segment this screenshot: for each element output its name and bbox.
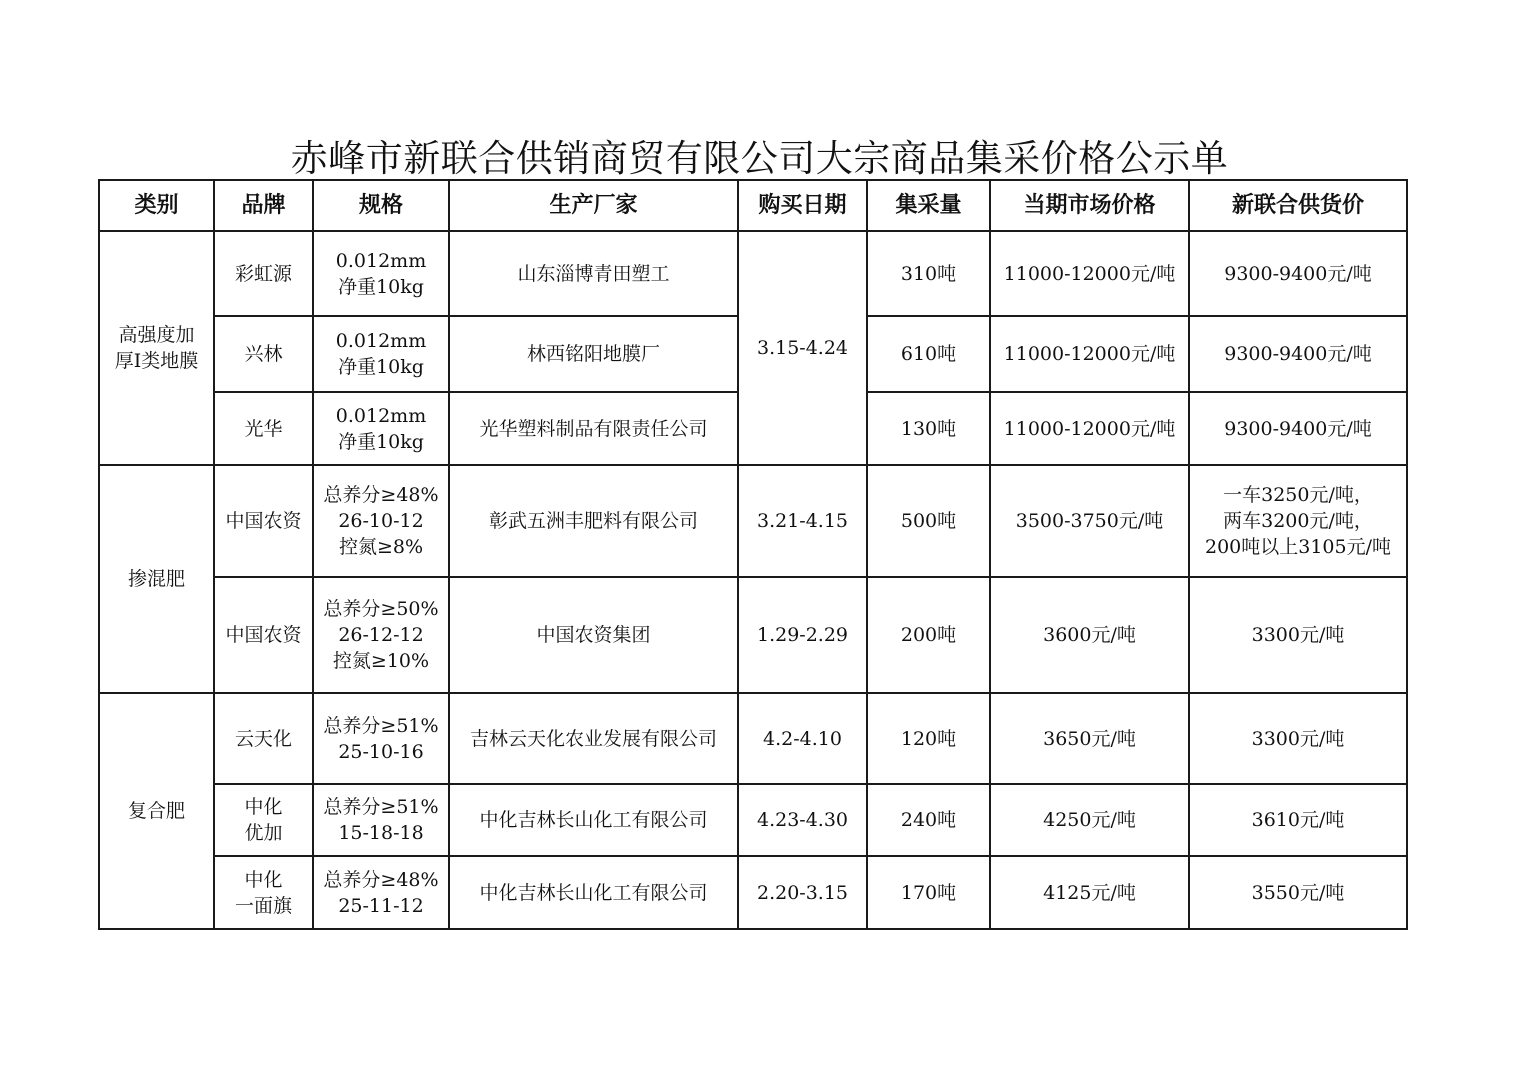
- supply-price-cell: 9300-9400元/吨: [1189, 231, 1407, 316]
- category-cell: 掺混肥: [99, 465, 214, 693]
- date-cell: 2.20-3.15: [738, 856, 867, 929]
- spec-cell: 总养分≥48% 25-11-12: [313, 856, 449, 929]
- table-row: [99, 784, 1407, 856]
- market-price-cell: 4250元/吨: [990, 784, 1189, 856]
- spec-cell: 总养分≥48% 26-10-12 控氮≥8%: [313, 465, 449, 577]
- quantity-cell: 200吨: [867, 577, 990, 693]
- maker-cell: 中化吉林长山化工有限公司: [449, 856, 738, 929]
- date-cell: 4.2-4.10: [738, 693, 867, 784]
- supply-price-cell: 9300-9400元/吨: [1189, 316, 1407, 392]
- maker-cell: 彰武五洲丰肥料有限公司: [449, 465, 738, 577]
- quantity-cell: 130吨: [867, 392, 990, 465]
- market-price-cell: 4125元/吨: [990, 856, 1189, 929]
- maker-cell: 吉林云天化农业发展有限公司: [449, 693, 738, 784]
- brand-cell: 光华: [214, 392, 313, 465]
- header-spec: 规格: [313, 180, 449, 231]
- table-row: [99, 231, 1407, 316]
- market-price-cell: 11000-12000元/吨: [990, 231, 1189, 316]
- market-price-cell: 11000-12000元/吨: [990, 316, 1189, 392]
- header-row: [99, 180, 1407, 231]
- header-supply-price: 新联合供货价: [1189, 180, 1407, 231]
- supply-price-cell: 一车3250元/吨， 两车3200元/吨， 200吨以上3105元/吨: [1189, 465, 1407, 577]
- table-row: [99, 693, 1407, 784]
- date-cell: 3.21-4.15: [738, 465, 867, 577]
- brand-cell: 中化 一面旗: [214, 856, 313, 929]
- date-cell: 4.23-4.30: [738, 784, 867, 856]
- supply-price-cell: 9300-9400元/吨: [1189, 392, 1407, 465]
- header-maker: 生产厂家: [449, 180, 738, 231]
- table-row: [99, 856, 1407, 929]
- brand-cell: 中国农资: [214, 577, 313, 693]
- header-date: 购买日期: [738, 180, 867, 231]
- market-price-cell: 3650元/吨: [990, 693, 1189, 784]
- maker-cell: 光华塑料制品有限责任公司: [449, 392, 738, 465]
- spec-cell: 总养分≥50% 26-12-12 控氮≥10%: [313, 577, 449, 693]
- brand-cell: 云天化: [214, 693, 313, 784]
- quantity-cell: 240吨: [867, 784, 990, 856]
- spec-cell: 总养分≥51% 25-10-16: [313, 693, 449, 784]
- brand-cell: 中化 优加: [214, 784, 313, 856]
- date-cell: 1.29-2.29: [738, 577, 867, 693]
- brand-cell: 彩虹源: [214, 231, 313, 316]
- header-market-price: 当期市场价格: [990, 180, 1189, 231]
- quantity-cell: 500吨: [867, 465, 990, 577]
- spec-cell: 总养分≥51% 15-18-18: [313, 784, 449, 856]
- maker-cell: 中化吉林长山化工有限公司: [449, 784, 738, 856]
- supply-price-cell: 3300元/吨: [1189, 693, 1407, 784]
- supply-price-cell: 3300元/吨: [1189, 577, 1407, 693]
- brand-cell: 兴林: [214, 316, 313, 392]
- market-price-cell: 3500-3750元/吨: [990, 465, 1189, 577]
- spec-cell: 0.012mm 净重10kg: [313, 392, 449, 465]
- table-row: [99, 465, 1407, 577]
- maker-cell: 中国农资集团: [449, 577, 738, 693]
- spec-cell: 0.012mm 净重10kg: [313, 231, 449, 316]
- supply-price-cell: 3610元/吨: [1189, 784, 1407, 856]
- category-cell: 复合肥: [99, 693, 214, 929]
- market-price-cell: 11000-12000元/吨: [990, 392, 1189, 465]
- quantity-cell: 310吨: [867, 231, 990, 316]
- spec-cell: 0.012mm 净重10kg: [313, 316, 449, 392]
- header-brand: 品牌: [214, 180, 313, 231]
- maker-cell: 林西铭阳地膜厂: [449, 316, 738, 392]
- category-cell: 高强度加 厚I类地膜: [99, 231, 214, 465]
- maker-cell: 山东淄博青田塑工: [449, 231, 738, 316]
- price-table: [98, 179, 1408, 930]
- quantity-cell: 120吨: [867, 693, 990, 784]
- market-price-cell: 3600元/吨: [990, 577, 1189, 693]
- date-cell: 3.15-4.24: [738, 231, 867, 465]
- table-row: [99, 577, 1407, 693]
- brand-cell: 中国农资: [214, 465, 313, 577]
- header-category: 类别: [99, 180, 214, 231]
- quantity-cell: 170吨: [867, 856, 990, 929]
- supply-price-cell: 3550元/吨: [1189, 856, 1407, 929]
- page-title: 赤峰市新联合供销商贸有限公司大宗商品集采价格公示单: [290, 137, 1229, 180]
- quantity-cell: 610吨: [867, 316, 990, 392]
- header-quantity: 集采量: [867, 180, 990, 231]
